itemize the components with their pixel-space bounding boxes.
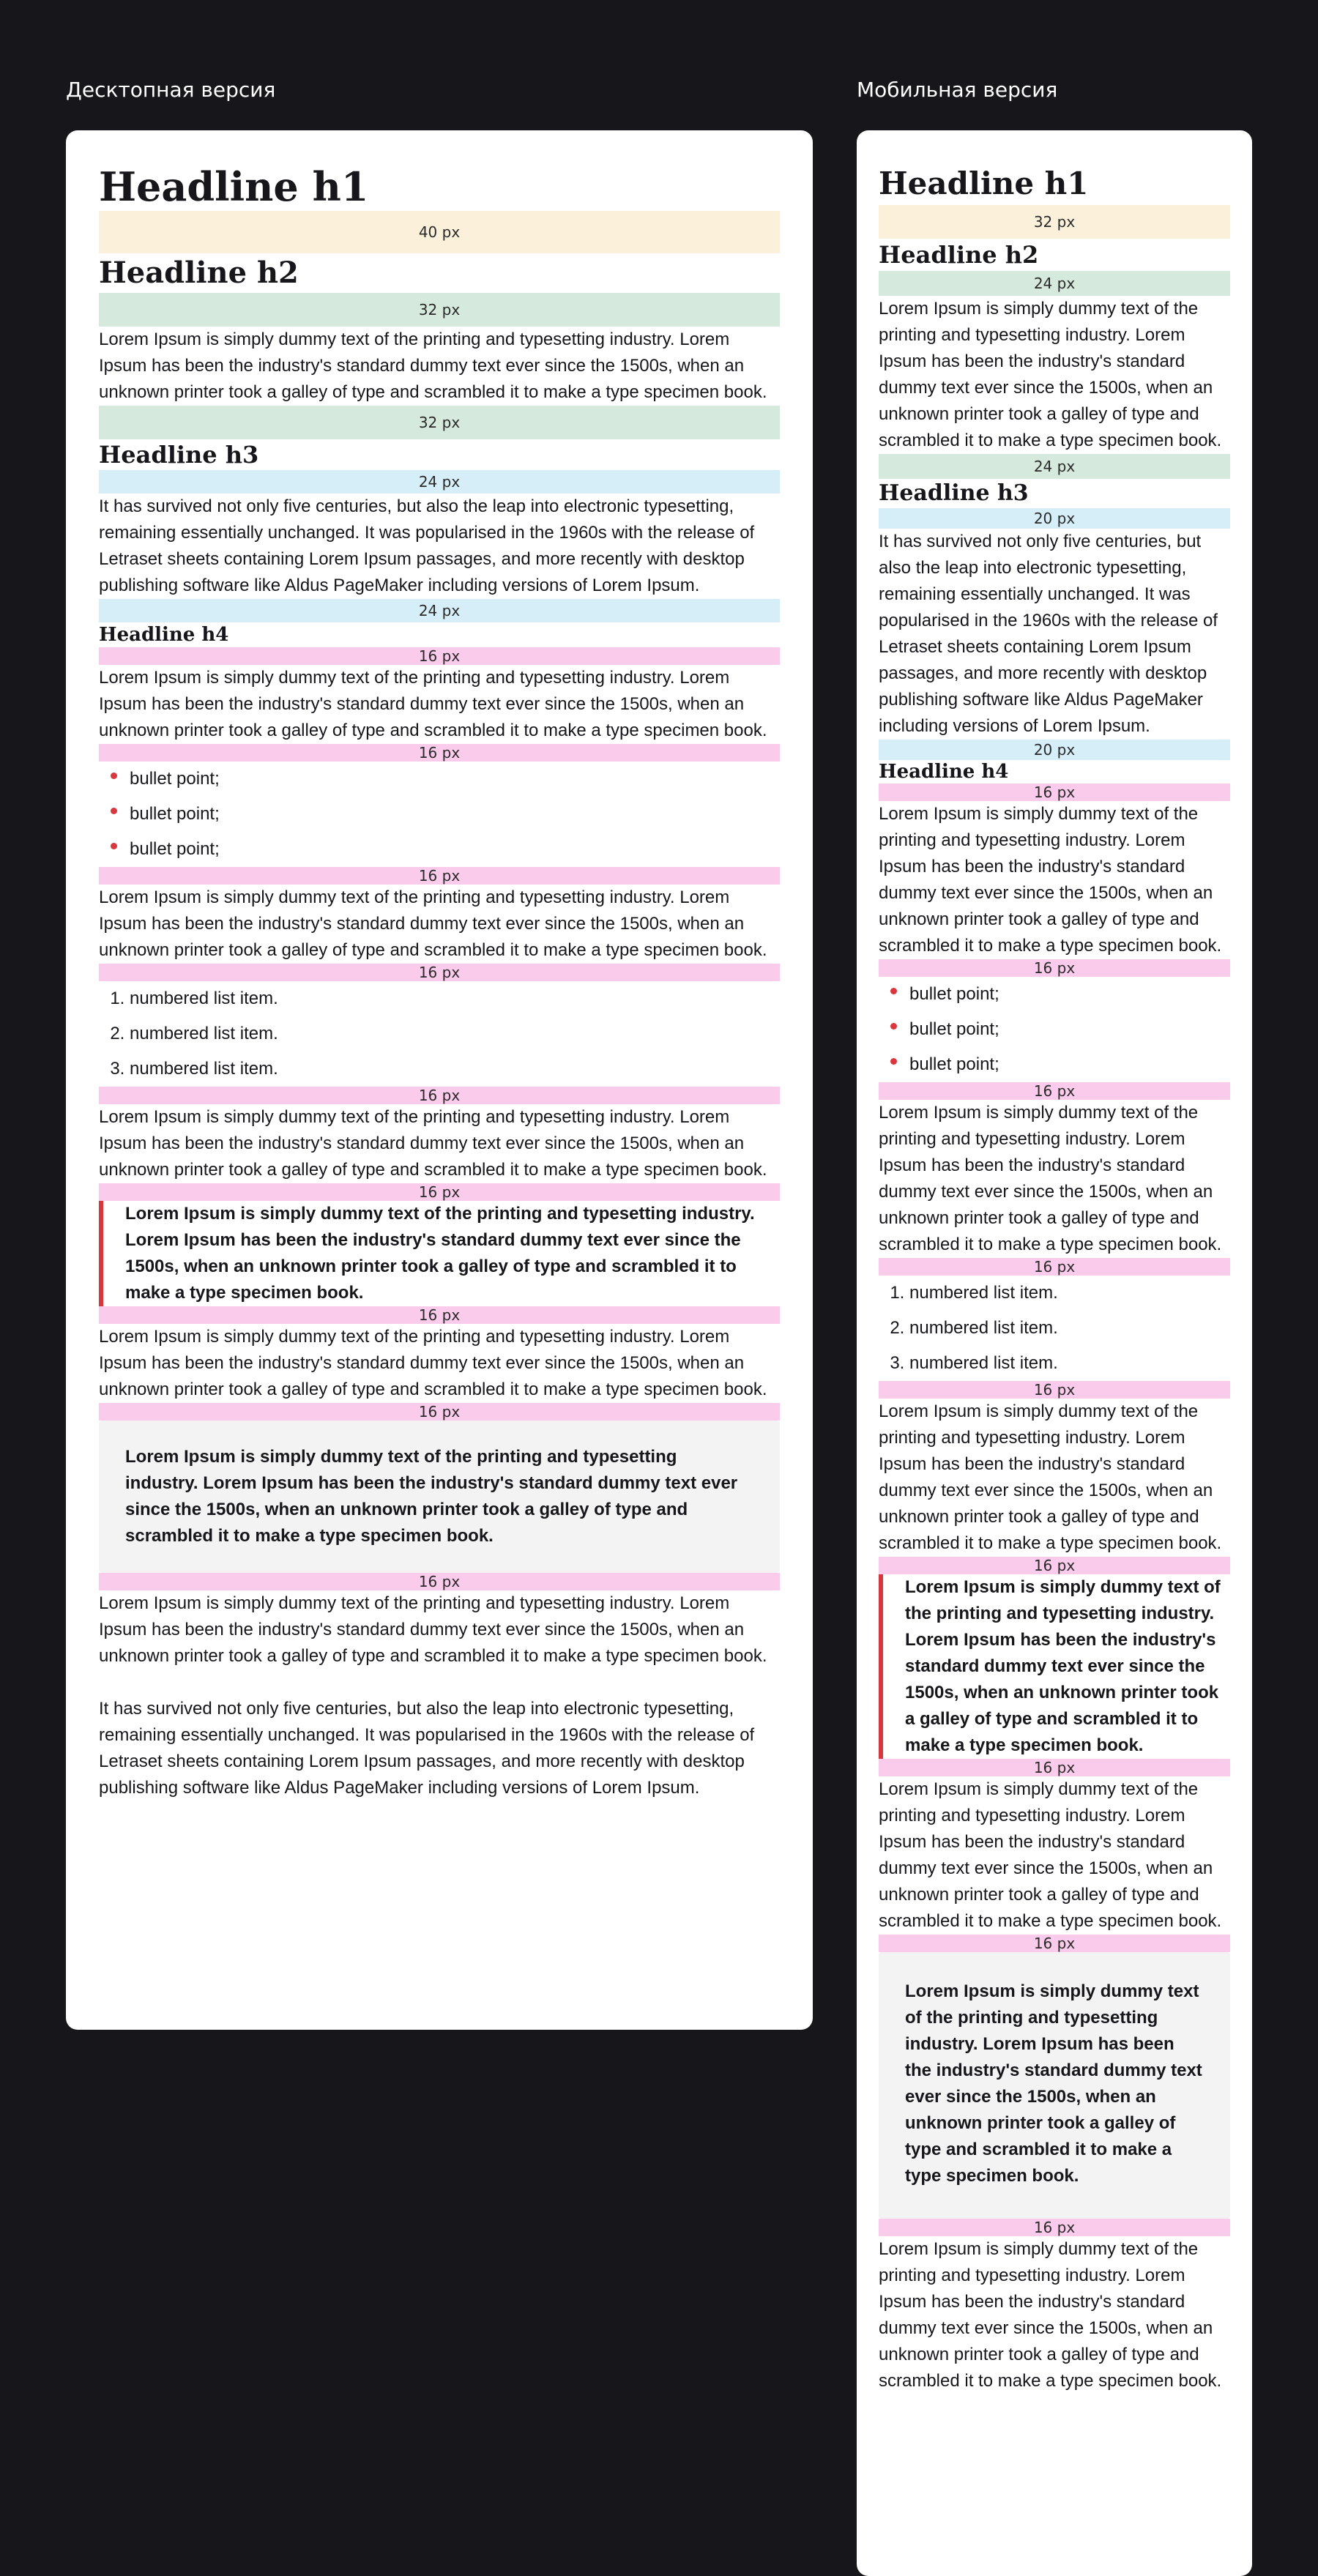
spacer-16: 16 px xyxy=(879,1935,1230,1952)
mobile-preview-card xyxy=(857,130,1252,2576)
headline-h3: Headline h3 xyxy=(99,441,259,469)
spacer-40: 40 px xyxy=(99,211,780,253)
headline-h3: Headline h3 xyxy=(879,480,1029,506)
numbered-list-item: 3. numbered list item. xyxy=(130,1051,780,1087)
body-paragraph: Lorem Ipsum is simply dummy text of the printing and typesetting industry. Lorem Ipsum has been the industry's standard dummy text ever since the 1500s, when an unknown printer took a galley of type and scrambled it to make a type specimen book. xyxy=(99,668,767,740)
bullet-list-item: bullet point; xyxy=(130,762,780,797)
spacer-16: 16 px xyxy=(99,647,780,665)
bullet-list xyxy=(879,977,1230,1082)
body-paragraph: It has survived not only five centuries, but also the leap into electronic typesetting, remaining essentially unchanged. It was popularised in the 1960s with the release of Letraset sheets containing Lorem Ipsum passages, and more recently with desktop publishing software like Aldus PageMaker including versions of Lorem Ipsum. xyxy=(879,532,1218,736)
headline-h2: Headline h2 xyxy=(99,256,299,290)
note-block xyxy=(879,1952,1230,2219)
spacer-16: 16 px xyxy=(99,1183,780,1201)
spacer-16: 16 px xyxy=(879,1082,1230,1100)
body-paragraph: Lorem Ipsum is simply dummy text of the printing and typesetting industry. Lorem Ipsum has been the industry's standard dummy text ever since the 1500s, when an unknown printer took a galley of type and scrambled it to make a type specimen book. xyxy=(879,1779,1222,1931)
spacer-16: 16 px xyxy=(99,744,780,762)
note-text: Lorem Ipsum is simply dummy text of the printing and typesetting industry. Lorem Ipsum has been the industry's standard dummy text ever since the 1500s, when an unknown printer took a galley of type and scrambled it to make a type specimen book. xyxy=(905,1981,1202,2186)
paragraph-gap xyxy=(99,1669,780,1696)
spacer-16: 16 px xyxy=(879,783,1230,801)
body-paragraph: Lorem Ipsum is simply dummy text of the printing and typesetting industry. Lorem Ipsum has been the industry's standard dummy text ever since the 1500s, when an unknown printer took a galley of type and scrambled it to make a type specimen book. xyxy=(879,1103,1222,1254)
bullet-list-item: bullet point; xyxy=(909,1047,1230,1082)
note-block xyxy=(99,1421,780,1573)
mobile-version-title: Мобильная версия xyxy=(857,78,1058,102)
spacer-16: 16 px xyxy=(879,1759,1230,1776)
spacer-16: 16 px xyxy=(99,1087,780,1104)
bullet-list xyxy=(99,762,780,867)
blockquote-text: Lorem Ipsum is simply dummy text of the printing and typesetting industry. Lorem Ipsum has been the industry's standard dummy text ever since the 1500s, when an unknown printer took a galley of type and scrambled it to make a type specimen book. xyxy=(125,1204,755,1303)
spacer-20: 20 px xyxy=(879,508,1230,529)
spacer-24: 24 px xyxy=(99,470,780,494)
numbered-list-item: 2. numbered list item. xyxy=(130,1016,780,1051)
body-paragraph: It has survived not only five centuries, but also the leap into electronic typesetting, remaining essentially unchanged. It was popularised in the 1960s with the release of Letraset sheets containing Lorem Ipsum passages, and more recently with desktop publishing software like Aldus PageMaker including versions of Lorem Ipsum. xyxy=(99,1699,755,1798)
spacer-32: 32 px xyxy=(99,406,780,439)
spacer-24: 24 px xyxy=(879,271,1230,296)
spacer-16: 16 px xyxy=(99,867,780,885)
numbered-list-item: 1. numbered list item. xyxy=(909,1276,1230,1311)
spacer-16: 16 px xyxy=(879,959,1230,977)
body-paragraph: Lorem Ipsum is simply dummy text of the printing and typesetting industry. Lorem Ipsum has been the industry's standard dummy text ever since the 1500s, when an unknown printer took a galley of type and scrambled it to make a type specimen book. xyxy=(879,2239,1222,2391)
spacer-32: 32 px xyxy=(99,293,780,327)
spacer-24: 24 px xyxy=(99,599,780,622)
numbered-list-item: 3. numbered list item. xyxy=(909,1346,1230,1381)
spacer-16: 16 px xyxy=(879,1557,1230,1574)
body-paragraph: Lorem Ipsum is simply dummy text of the printing and typesetting industry. Lorem Ipsum has been the industry's standard dummy text ever since the 1500s, when an unknown printer took a galley of type and scrambled it to make a type specimen book. xyxy=(99,1107,767,1180)
spacer-16: 16 px xyxy=(879,1258,1230,1276)
headline-h1: Headline h1 xyxy=(879,165,1089,201)
body-paragraph: It has survived not only five centuries, but also the leap into electronic typesetting, remaining essentially unchanged. It was popularised in the 1960s with the release of Letraset sheets containing Lorem Ipsum passages, and more recently with desktop publishing software like Aldus PageMaker including versions of Lorem Ipsum. xyxy=(99,496,755,595)
blockquote xyxy=(879,1574,1230,1759)
note-text: Lorem Ipsum is simply dummy text of the printing and typesetting industry. Lorem Ipsum has been the industry's standard dummy text ever since the 1500s, when an unknown printer took a galley of type and scrambled it to make a type specimen book. xyxy=(125,1447,738,1546)
headline-h4: Headline h4 xyxy=(99,624,229,646)
body-paragraph: Lorem Ipsum is simply dummy text of the printing and typesetting industry. Lorem Ipsum has been the industry's standard dummy text ever since the 1500s, when an unknown printer took a galley of type and scrambled it to make a type specimen book. xyxy=(879,1401,1222,1553)
spacer-32: 32 px xyxy=(879,205,1230,239)
spacer-24: 24 px xyxy=(879,454,1230,479)
numbered-list-item: 1. numbered list item. xyxy=(130,981,780,1016)
headline-h4: Headline h4 xyxy=(879,761,1009,783)
blockquote xyxy=(99,1201,780,1306)
bullet-list-item: bullet point; xyxy=(130,832,780,867)
numbered-list xyxy=(879,1276,1230,1381)
spacer-16: 16 px xyxy=(99,1403,780,1421)
body-paragraph: Lorem Ipsum is simply dummy text of the printing and typesetting industry. Lorem Ipsum has been the industry's standard dummy text ever since the 1500s, when an unknown printer took a galley of type and scrambled it to make a type specimen book. xyxy=(99,1593,767,1666)
body-paragraph: Lorem Ipsum is simply dummy text of the printing and typesetting industry. Lorem Ipsum has been the industry's standard dummy text ever since the 1500s, when an unknown printer took a galley of type and scrambled it to make a type specimen book. xyxy=(879,299,1222,450)
blockquote-text: Lorem Ipsum is simply dummy text of the printing and typesetting industry. Lorem Ipsum has been the industry's standard dummy text ever since the 1500s, when an unknown printer took a galley of type and scrambled it to make a type specimen book. xyxy=(905,1577,1221,1755)
body-paragraph: Lorem Ipsum is simply dummy text of the printing and typesetting industry. Lorem Ipsum has been the industry's standard dummy text ever since the 1500s, when an unknown printer took a galley of type and scrambled it to make a type specimen book. xyxy=(99,887,767,960)
spacer-16: 16 px xyxy=(879,1381,1230,1399)
body-paragraph: Lorem Ipsum is simply dummy text of the printing and typesetting industry. Lorem Ipsum has been the industry's standard dummy text ever since the 1500s, when an unknown printer took a galley of type and scrambled it to make a type specimen book. xyxy=(99,1327,767,1399)
bullet-list-item: bullet point; xyxy=(909,1012,1230,1047)
numbered-list xyxy=(99,981,780,1087)
numbered-list-item: 2. numbered list item. xyxy=(909,1311,1230,1346)
headline-h2: Headline h2 xyxy=(879,241,1039,269)
spacer-16: 16 px xyxy=(99,964,780,981)
body-paragraph: Lorem Ipsum is simply dummy text of the printing and typesetting industry. Lorem Ipsum has been the industry's standard dummy text ever since the 1500s, when an unknown printer took a galley of type and scrambled it to make a type specimen book. xyxy=(879,804,1222,956)
spacer-16: 16 px xyxy=(879,2219,1230,2236)
desktop-version-title: Десктопная версия xyxy=(66,78,276,102)
spacer-16: 16 px xyxy=(99,1306,780,1324)
spacer-20: 20 px xyxy=(879,740,1230,760)
headline-h1: Headline h1 xyxy=(99,163,369,210)
body-paragraph: Lorem Ipsum is simply dummy text of the printing and typesetting industry. Lorem Ipsum has been the industry's standard dummy text ever since the 1500s, when an unknown printer took a galley of type and scrambled it to make a type specimen book. xyxy=(99,330,767,402)
spacer-16: 16 px xyxy=(99,1573,780,1590)
bullet-list-item: bullet point; xyxy=(909,977,1230,1012)
bullet-list-item: bullet point; xyxy=(130,797,780,832)
desktop-preview-card xyxy=(66,130,813,2030)
